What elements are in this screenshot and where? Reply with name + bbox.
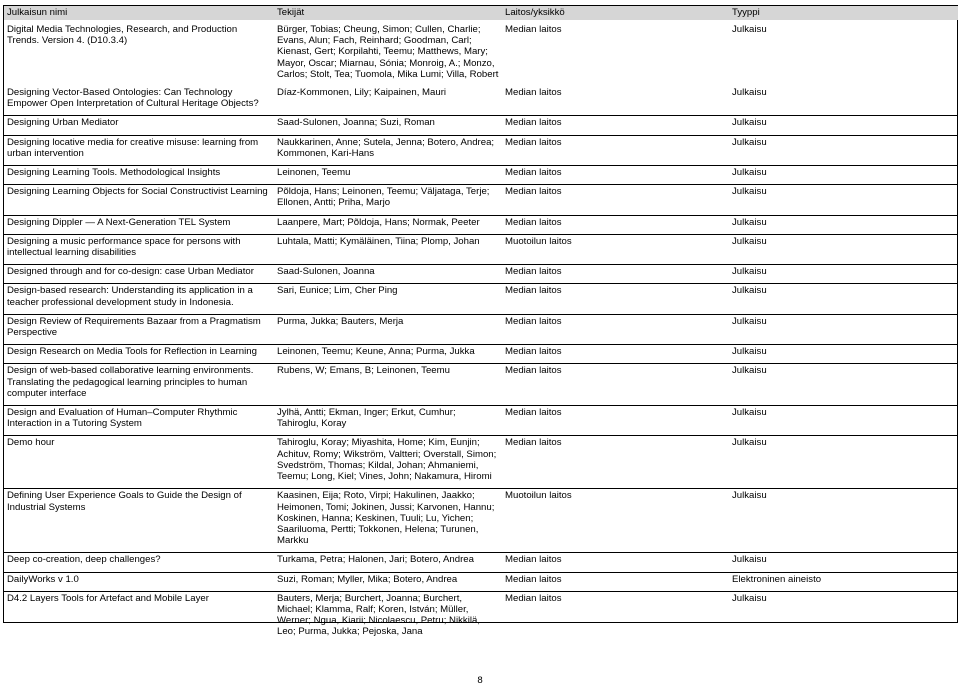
cell-type: Julkaisu <box>729 314 958 344</box>
cell-unit: Median laitos <box>502 314 729 344</box>
cell-type: Julkaisu <box>732 24 767 35</box>
cell-title: Design of web-based collaborative learning environments. Translating the pedagogical learning principles to human computer interface <box>4 364 274 406</box>
cell-type: Elektroninen aineisto <box>729 572 958 591</box>
cell-type: Julkaisu <box>729 135 958 165</box>
cell-type: Julkaisu <box>729 284 958 314</box>
cell-type: Julkaisu <box>729 364 958 406</box>
cell-authors: Kaasinen, Eija; Roto, Virpi; Hakulinen, Jaakko; Heimonen, Tomi; Jokinen, Jussi; Karvonen, Hannu; Koskinen, Hanna; Keskinen, Tuuli; Lu, Yichen; Saariluoma, Pertti; Tokkonen, Helena; Turunen, Markku <box>274 489 502 553</box>
cell-unit: Median laitos <box>502 364 729 406</box>
cell-type: Julkaisu <box>729 436 958 489</box>
table-row <box>4 364 958 406</box>
column-header-authors: Tekijät <box>274 6 502 20</box>
cell-unit: Median laitos <box>502 553 729 572</box>
table-row <box>4 489 958 553</box>
cell-type: Julkaisu <box>729 406 958 436</box>
cell-authors: Naukkarinen, Anne; Sutela, Jenna; Botero, Andrea; Kommonen, Kari-Hans <box>274 135 502 165</box>
cell-title: Deep co-creation, deep challenges? <box>4 553 274 572</box>
publication-table-container <box>4 6 958 644</box>
header-row <box>4 6 958 20</box>
cell-unit: Median laitos <box>502 86 729 116</box>
cell-title: Designing a music performance space for persons with intellectual learning disabilities <box>4 234 274 264</box>
cell-unit: Muotoilun laitos <box>502 234 729 264</box>
table-row <box>4 234 958 264</box>
cell-title: Demo hour <box>4 436 274 489</box>
column-header-unit: Laitos/yksikkö <box>502 6 729 20</box>
cell-unit: Median laitos <box>502 406 729 436</box>
table-row <box>4 215 958 234</box>
table-row <box>4 185 958 215</box>
cell-type: Julkaisu <box>729 345 958 364</box>
table-row <box>4 572 958 591</box>
cell-authors: Laanpere, Mart; Põldoja, Hans; Normak, Peeter <box>274 215 502 234</box>
cell-unit: Median laitos <box>505 24 562 35</box>
cell-title: Designing Learning Objects for Social Constructivist Learning <box>4 185 274 215</box>
cell-title: D4.2 Layers Tools for Artefact and Mobile Layer <box>7 592 209 604</box>
cell-unit: Median laitos <box>502 284 729 314</box>
table-header <box>4 6 958 20</box>
table-row <box>4 314 958 344</box>
table-row <box>4 436 958 489</box>
cell-unit: Median laitos <box>502 166 729 185</box>
cell-authors: Leinonen, Teemu; Keune, Anna; Purma, Jukka <box>274 345 502 364</box>
table-row <box>4 284 958 314</box>
cell-title: Design Research on Media Tools for Reflection in Learning <box>4 345 274 364</box>
cell-authors: Purma, Jukka; Bauters, Merja <box>274 314 502 344</box>
table-row <box>4 591 958 643</box>
cell-authors: Luhtala, Matti; Kymäläinen, Tiina; Plomp, Johan <box>274 234 502 264</box>
cell-title: DailyWorks v 1.0 <box>4 572 274 591</box>
table-row <box>4 345 958 364</box>
cell-authors: Suzi, Roman; Myller, Mika; Botero, Andrea <box>274 572 502 591</box>
cell-authors: Tahiroglu, Koray; Miyashita, Home; Kim, Eunjin; Achituv, Romy; Wikström, Valtteri; Overstall, Simon; Svedström, Thomas; Kildal, Johan; Ahmaniemi, Teemu; Long, Kiel; Vines, John; Nakamura, Hiromi <box>274 436 502 489</box>
cell-unit: Median laitos <box>502 215 729 234</box>
table-row <box>4 135 958 165</box>
cell-title: Design and Evaluation of Human–Computer Rhythmic Interaction in a Tutoring System <box>4 406 274 436</box>
cell-type: Julkaisu <box>729 116 958 135</box>
cell-title: Designing Learning Tools. Methodological Insights <box>4 166 274 185</box>
cell-type: Julkaisu <box>729 86 958 116</box>
column-header-title: Julkaisun nimi <box>4 6 274 20</box>
cell-authors: Saad-Sulonen, Joanna <box>274 265 502 284</box>
cell-authors: Sari, Eunice; Lim, Cher Ping <box>274 284 502 314</box>
cell-authors: Põldoja, Hans; Leinonen, Teemu; Väljataga, Terje; Ellonen, Antti; Priha, Marjo <box>274 185 502 215</box>
cell-type: Julkaisu <box>729 553 958 572</box>
cell-authors: Díaz-Kommonen, Lily; Kaipainen, Mauri <box>274 86 502 116</box>
cell-title: Design-based research: Understanding its application in a teacher professional development study in Indonesia. <box>4 284 274 314</box>
cell-unit: Muotoilun laitos <box>502 489 729 553</box>
cell-authors: Rubens, W; Emans, B; Leinonen, Teemu <box>274 364 502 406</box>
cell-authors: Saad-Sulonen, Joanna; Suzi, Roman <box>274 116 502 135</box>
cell-authors: Jylhä, Antti; Ekman, Inger; Erkut, Cumhur; Tahiroglu, Koray <box>274 406 502 436</box>
cell-title: Digital Media Technologies, Research, and Production Trends. Version 4. (D10.3.4) <box>7 24 238 47</box>
cell-type: Julkaisu <box>732 592 767 604</box>
cell-title: Design Review of Requirements Bazaar from a Pragmatism Perspective <box>4 314 274 344</box>
table-row <box>4 265 958 284</box>
table-body <box>4 20 958 644</box>
cell-authors: Bauters, Merja; Burchert, Joanna; Burchert, Michael; Klamma, Ralf; Koren, István; Müller, Werner; Ngua, Kiarii; Nicolaescu, Petru; Nikkilä, Leo; Purma, Jukka; Pejoska, Jana <box>277 592 480 638</box>
table-row <box>4 86 958 116</box>
cell-unit: Median laitos <box>502 572 729 591</box>
cell-unit: Median laitos <box>505 592 562 604</box>
cell-unit: Median laitos <box>502 265 729 284</box>
cell-authors: Turkama, Petra; Halonen, Jari; Botero, Andrea <box>274 553 502 572</box>
column-header-type: Tyyppi <box>729 6 958 20</box>
cell-unit: Median laitos <box>502 436 729 489</box>
table-row <box>4 553 958 572</box>
page-number: 8 <box>477 675 483 686</box>
table-row <box>4 406 958 436</box>
cell-type: Julkaisu <box>729 166 958 185</box>
cell-title: Defining User Experience Goals to Guide the Design of Industrial Systems <box>4 489 274 553</box>
cell-type: Julkaisu <box>729 489 958 553</box>
cell-unit: Median laitos <box>502 185 729 215</box>
publication-table <box>4 6 958 644</box>
cell-title: Designing Dippler — A Next-Generation TEL System <box>4 215 274 234</box>
cell-title: Designing locative media for creative misuse: learning from urban intervention <box>4 135 274 165</box>
cell-type: Julkaisu <box>729 265 958 284</box>
cell-unit: Median laitos <box>502 116 729 135</box>
cell-type: Julkaisu <box>729 215 958 234</box>
cell-authors: Leinonen, Teemu <box>274 166 502 185</box>
cell-type: Julkaisu <box>729 185 958 215</box>
cell-title: Designing Vector-Based Ontologies: Can Technology Empower Open Interpretation of Cultural Heritage Objects? <box>4 86 274 116</box>
cell-authors: Bürger, Tobias; Cheung, Simon; Cullen, Charlie; Evans, Alun; Fach, Reinhard; Goodman, Carl; Kienast, Gert; Korpilahti, Teemu; Matthews, Mary; Mayor, Oscar; Miarnau, Sónia; Monroig, A.; Monzo, Carlos; Stolt, Tea; Tuomola, Mika Lumi; Villa, Robert <box>277 24 499 80</box>
table-row <box>4 116 958 135</box>
table-row <box>4 20 958 86</box>
table-row <box>4 166 958 185</box>
cell-type: Julkaisu <box>729 234 958 264</box>
cell-title: Designing Urban Mediator <box>4 116 274 135</box>
cell-unit: Median laitos <box>502 135 729 165</box>
cell-title: Designed through and for co-design: case Urban Mediator <box>4 265 274 284</box>
cell-unit: Median laitos <box>502 345 729 364</box>
